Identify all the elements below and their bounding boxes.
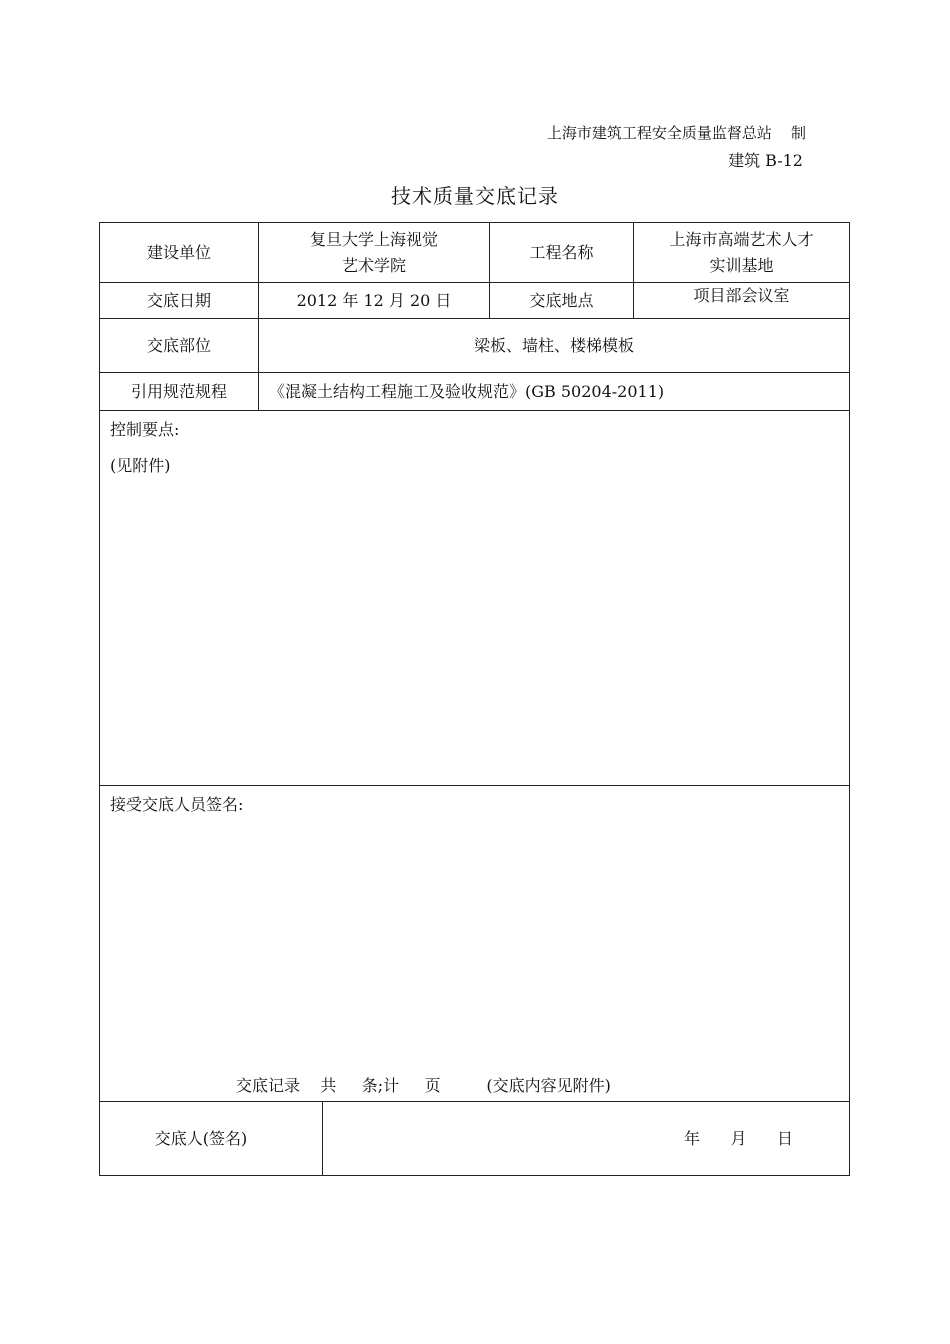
form-code: 建筑 B-12 <box>728 151 803 170</box>
table-row <box>100 319 850 373</box>
construction-unit-value[interactable] <box>259 223 490 283</box>
control-points-block[interactable] <box>100 411 850 786</box>
briefing-date-label: 交底日期 <box>100 283 259 319</box>
control-points-note: (见附件) <box>110 456 171 475</box>
construction-unit-label: 建设单位 <box>100 223 259 283</box>
table-row <box>100 373 850 411</box>
recipients-signature-block[interactable] <box>100 786 850 1102</box>
signer-label: 交底人(签名) <box>100 1102 323 1176</box>
issuer-note: 上海市建筑工程安全质量监督总站 制 <box>546 124 806 142</box>
table-row <box>100 283 850 319</box>
project-name-value[interactable] <box>634 223 850 283</box>
project-name-line1: 上海市高端艺术人才 <box>669 229 814 249</box>
table-row <box>100 411 850 786</box>
briefing-form-table <box>99 222 850 1176</box>
cited-spec-value[interactable]: 《混凝土结构工程施工及验收规范》(GB 50204-2011) <box>259 373 850 411</box>
briefing-part-value[interactable]: 梁板、墙柱、楼梯模板 <box>259 319 850 373</box>
signer-signature-field[interactable] <box>323 1102 850 1176</box>
project-name-label: 工程名称 <box>490 223 634 283</box>
briefing-place-label: 交底地点 <box>490 283 634 319</box>
table-row <box>100 223 850 283</box>
briefing-part-label: 交底部位 <box>100 319 259 373</box>
table-row <box>100 786 850 1102</box>
table-row <box>100 1102 850 1176</box>
control-points-label: 控制要点: <box>110 420 180 439</box>
document-title: 技术质量交底记录 <box>391 184 559 208</box>
briefing-date-value[interactable]: 2012 年 12 月 20 日 <box>259 283 490 319</box>
cited-spec-label: 引用规范规程 <box>100 373 259 411</box>
construction-unit-line1: 复旦大学上海视觉 <box>310 229 439 249</box>
record-count-line: 交底记录 共 条;计 页 (交底内容见附件) <box>236 1076 611 1095</box>
signer-date: 年 月 日 <box>683 1128 794 1148</box>
recipients-label: 接受交底人员签名: <box>110 795 244 814</box>
construction-unit-line2: 艺术学院 <box>342 255 407 275</box>
project-name-line2: 实训基地 <box>709 255 774 275</box>
briefing-place-value[interactable]: 项目部会议室 <box>634 283 850 319</box>
